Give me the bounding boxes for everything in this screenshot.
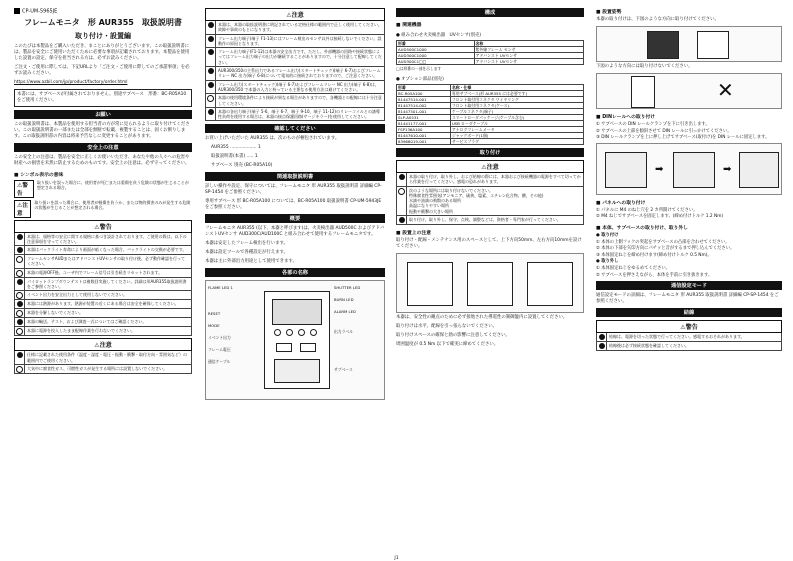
intro-text: このたびは本製品をご購入いただき、まことにありがとうございます。この取扱説明書には、製品を安全にご使用いただくために必要な事項が記載されております。本製品を使用した設置の設定、保守を担当される方は、必ずお読みください。 bbox=[14, 43, 190, 61]
table-row: 81447501-001 ケーブルコネクタ(端子) bbox=[397, 109, 584, 115]
request-text: この取扱説明書は、本製品を使用する担当者の方が常に見られるように取り付けてください。この取扱説明書の一部または全部を無断で転載、複製することは、固くお断りします。この取扱説明書の内容は将来予告なしに変更することがあります。 bbox=[14, 121, 190, 139]
confirm-text: お買い上げいただいた AUR355 は、次のものが梱包されています。 bbox=[205, 136, 340, 142]
part-label: MODE bbox=[208, 323, 220, 329]
mandatory-icon bbox=[208, 82, 214, 88]
table-row: 81447514-002 フロント取付用コネクタ(ケース) bbox=[397, 103, 584, 109]
overview-bullet: 本器は安定したフレーム検出を行います。 bbox=[205, 241, 288, 247]
panel-step: ① パネルに M4 のねじ穴を 2 カ所開けてください。 bbox=[596, 207, 698, 213]
orientation-ng-diagram bbox=[596, 73, 782, 109]
din-step: ① サブベースの DIN レールクランプを下に引き出します。 bbox=[596, 122, 710, 127]
part-label: ALARM LED bbox=[334, 309, 356, 315]
install-heading: 取り付け bbox=[396, 148, 584, 157]
mandatory-icon bbox=[208, 36, 214, 42]
table-row: 83968019-001 サービスプラグ bbox=[397, 139, 584, 145]
warning-item: イベント出力を安全出力として使用しないでください。 bbox=[14, 291, 192, 300]
overview-bullet: 本器は設定ツールで各種設定が行えます。 bbox=[205, 250, 288, 256]
table-row: FSP136A100 アナログフレームメータ bbox=[397, 127, 584, 133]
orientation-ok-diagram bbox=[596, 26, 782, 62]
column-2 bbox=[205, 8, 385, 553]
caution-label: ⚠注意 bbox=[14, 200, 31, 218]
attach-step: ③ 本体固定ねじを締め付けます(締め付けトルク 0.5 Nm)。 bbox=[596, 252, 712, 258]
prohibition-icon bbox=[207, 95, 214, 102]
caution-legend bbox=[14, 200, 192, 218]
prohibition-icon bbox=[16, 256, 23, 263]
warning-item: 本器はバックライト寿命により画面が暗くなった場合、バックライトの交換が必要です。 bbox=[14, 246, 192, 255]
table-row: SLP-AS531 スマートローダパッケージ(ケーブル含む) bbox=[397, 115, 584, 121]
caution-box-heading: ⚠注意 bbox=[205, 8, 385, 21]
caution-definition: 取り扱いを誤った場合に、使用者が軽傷を負うか、または物的損害のみが発生する危険の状態が生じることが想定される場合。 bbox=[34, 199, 191, 210]
part-label: イベント出力 bbox=[208, 335, 231, 341]
caution-item: 大気中に腐食性ガス、可燃性ガスが発生する場所には設置しないでください。 bbox=[14, 365, 192, 374]
azbil-logo-icon bbox=[14, 8, 20, 14]
caution-item: 本器の各出力端子(端子 5-6、端子 6-7、端子 9-10、端子 11-12)のリレーコイルとの誘導性負荷を使用する場合は、本器の接点保護回路(サージキラー)を使用してください。 bbox=[205, 108, 385, 122]
arrow-right-icon: ➡ bbox=[655, 163, 664, 175]
table-row: 81447610-001 ジャックボード(1個) bbox=[397, 133, 584, 139]
caution-item: 次のような場所には取り付けないでください。 特殊腐食性雰囲気(アンモニア、硫黄、塩素、エチレン化合物、酸、その他) 水滴や油滴の飛散のある場所 高温になりやすい場所 振動や衝撃の大きい場所 bbox=[396, 187, 584, 216]
request-heading: お願い bbox=[14, 110, 192, 119]
doc-code: CP-UM-5965JE bbox=[14, 8, 192, 15]
place-item: 振動や衝撃の大きい場所 bbox=[409, 208, 453, 214]
mandatory-icon bbox=[17, 234, 23, 240]
combo-note: □は形番の一部を示します bbox=[396, 66, 442, 71]
warning-item: 結線は、電源を切った状態で行ってください。感電するおそれがあります。 bbox=[596, 333, 782, 342]
warning-definition: 取り扱いを誤った場合に、使用者が死亡または重傷を負う危険の状態が生じることが想定される場合。 bbox=[36, 179, 189, 190]
table-row: BC-R05A100 専用サブベース(形 AUR355 には必要です) bbox=[397, 91, 584, 97]
caution-box-heading: ⚠注意 bbox=[396, 160, 584, 173]
related-manuals-heading: 関連取扱説明書 bbox=[205, 172, 385, 181]
mandatory-icon bbox=[208, 68, 214, 74]
din-step: ② サブベースの上部を傾斜させて DIN レールに引っかけてください。 bbox=[596, 128, 732, 134]
mandatory-icon bbox=[17, 279, 23, 285]
subbase-shape bbox=[739, 152, 779, 188]
symbols-heading: ■ シンボル表示の意味 bbox=[14, 172, 64, 178]
device-outline bbox=[407, 262, 453, 306]
detach-step: ① 本体固定ねじをゆるめてください。 bbox=[596, 265, 670, 271]
caution-box-heading: ⚠注意 bbox=[14, 338, 192, 351]
device-outline bbox=[467, 262, 513, 306]
overview-heading: 概要 bbox=[205, 214, 385, 223]
panel-heading: ■ パネルへの取り付け bbox=[596, 200, 646, 206]
install-note: 周囲温度が 0.5 Nm 以下で確実に締めてください。 bbox=[396, 342, 499, 348]
din-step: ③ DIN レールクランプを上に押し上げてサブベース(取付け)を DIN レールに固定します。 bbox=[596, 135, 770, 141]
table-row: 81441177-001 USB ローダケーブル bbox=[397, 121, 584, 127]
confirm-item: サブベース 別売 (BC-R05A10) bbox=[211, 163, 273, 169]
device-shape bbox=[647, 31, 679, 59]
part-label: FLAME LED 1 bbox=[208, 285, 233, 291]
install-note: 取り付けは水平、配線を引っ張らないでください。 bbox=[396, 324, 497, 330]
warning-item: フレームセンサAUDまたはアドバンストUVセンサの取り付け後、必ず動作確認を行ってください。 bbox=[14, 255, 192, 269]
caution-item: 本器は、本器の取扱説明書に明記されている定格仕様の範囲内で正しく使用してください。故障や事故のもとになります。 bbox=[205, 21, 385, 35]
mandatory-icon bbox=[208, 49, 214, 55]
caution-item: 取り付け、取り外し、保守、点検、調整などは、資格者・専門家が行ってください。 bbox=[396, 216, 584, 225]
device-shape bbox=[697, 31, 729, 59]
confirm-item: AUR355 ................... 1 bbox=[211, 145, 261, 151]
mandatory-icon bbox=[208, 109, 214, 115]
safety-heading: 安全上の注意 bbox=[14, 143, 192, 152]
part-label: サブベース bbox=[334, 367, 353, 373]
parts-diagram bbox=[205, 280, 385, 400]
caution-item: 本器の取り付け、取り外し、および結線の際には、本器および接続機器の電源をすべて切ってから作業を行ってください。感電の恐れがあります。 bbox=[396, 173, 584, 187]
table-header: 形番 bbox=[397, 85, 451, 91]
warning-item: 本器には熱源があります。熱源が装置の近くにある場合は安全を確保してください。 bbox=[14, 300, 192, 309]
table-row: 81447514-001 フロント取付用コネクタ ワイヤリング bbox=[397, 97, 584, 103]
caution-triangle-icon: ⚠ bbox=[94, 342, 100, 350]
caution-item: フレーム出力(スタートチェック)(端子 6-7)およびフレームリレー NC 出力(端子 6-8)は、AUR300/350 で本器の入力と持っている主要なる使用方法は避けてください。 bbox=[205, 81, 385, 95]
device-shape bbox=[631, 76, 655, 108]
mode-button[interactable] bbox=[300, 343, 316, 352]
device-display bbox=[272, 299, 322, 325]
options-heading: ● オプション部品(別売) bbox=[396, 77, 444, 82]
reset-button[interactable] bbox=[276, 343, 292, 352]
prohibition-icon bbox=[16, 366, 23, 373]
din-heading: ■ DINレールへの取り付け bbox=[596, 115, 656, 120]
table-header: 名称・仕様 bbox=[450, 85, 583, 91]
order-url-link[interactable]: https://www.azbil.com/jp/product/factory/order.html bbox=[14, 79, 128, 85]
options-table bbox=[396, 84, 584, 145]
combo-heading: ● 組み合わせ火炎検出器 UVセンサ(別売) bbox=[396, 33, 482, 38]
caution-triangle-icon: ⚠ bbox=[17, 201, 23, 209]
warning-legend bbox=[14, 180, 192, 198]
warning-triangle-icon: ⚠ bbox=[680, 324, 686, 332]
mandatory-icon bbox=[17, 352, 23, 358]
warning-item: 本器の電源OFF後、ユーザ内でフレーム信号は引き続きリセットされます。 bbox=[14, 269, 192, 278]
prohibition-icon bbox=[16, 292, 23, 299]
warning-label: ⚠警告 bbox=[14, 180, 34, 198]
subbase-terminals bbox=[274, 359, 320, 383]
related-manual-item: 詳しい操作や設定、保守については、フレームモニタ 形 AUR355 取扱説明書 詳細編 CP-SP-1454 をご参照ください。 bbox=[205, 184, 382, 196]
manual-note-box: 本書には、サブベースが付属されておりません。別途サブベース 形番：BC-R05A10 をご使用ください。 bbox=[14, 89, 192, 107]
detach-step: ② サブベースを押さえながら、本体を手前に引き抜きます。 bbox=[596, 272, 713, 278]
device-outline bbox=[527, 262, 573, 306]
document-subtitle: 取り付け・設置編 bbox=[75, 31, 131, 40]
caution-triangle-icon: ⚠ bbox=[286, 12, 292, 19]
confirm-item: 取扱説明書(本書) ..... 1 bbox=[211, 154, 258, 160]
install-space-diagram bbox=[396, 253, 584, 313]
install-note: 本器は、安全性の観点のために必ず接地された導電性の制御盤内に設置してください。 bbox=[396, 315, 568, 321]
warning-triangle-icon: ⚠ bbox=[17, 181, 23, 189]
column-4 bbox=[596, 8, 782, 553]
place-item: 高温になりやすい場所 bbox=[409, 203, 449, 209]
parts-heading: 各部の名称 bbox=[205, 268, 385, 277]
warning-item: 本器は、規格等の安全に関する規格に基づき設計されております。ご使用の際は、以下の注意事項を守ってください。 bbox=[14, 233, 192, 247]
table-row: AUD300C1□□ アドバンスト UVセンサ bbox=[397, 59, 584, 65]
part-label: SHUTTER LED bbox=[334, 285, 361, 291]
document-title: フレームモニタ 形 AUR355 取扱説明書 bbox=[24, 17, 182, 27]
page-number: J1 bbox=[394, 556, 399, 561]
panel-step: ② M4 ねじでサブベースを固定します。(締め付けトルク 1.2 Nm) bbox=[596, 214, 724, 220]
din-diagram bbox=[596, 143, 782, 195]
ng-cross-icon: ✕ bbox=[717, 78, 734, 102]
safety-text: この安全上の注意は、製品を安全に正しくお使いいただき、あなたや他の人々への危害や財産への損害を未然に防止するためのものです。安全上の注意は、必ず守ってください。 bbox=[14, 154, 190, 166]
subbase-shape bbox=[605, 152, 647, 188]
place-item: 水滴や油滴の飛散のある場所 bbox=[409, 198, 461, 204]
warning-triangle-icon: ⚠ bbox=[94, 223, 100, 231]
install-note: 取り付けスペースの確保と熱の影響に注意してください。 bbox=[396, 333, 510, 339]
caution-item: フレーム出力端子(端子 F1-13)にはフレーム検出のセンサ以外は接続しないでください。誤動作の原因となります。 bbox=[205, 35, 385, 49]
caution-item: 仕様に記載された使用条件（温度・湿度・電圧・振動・衝撃・取付方向・雰囲気など）の範囲内でご使用ください。 bbox=[14, 351, 192, 365]
caution-item: AUR300/350の主系出力であるフレーム出力(スタートチェック)(端子 6-7)およびフレームリレー NC 出力(端子 6-8)について電気的に接続されておりますので、ご注意ください。 bbox=[205, 67, 385, 81]
related-devices-heading: ■ 関連機器 bbox=[396, 23, 422, 28]
mandatory-icon bbox=[399, 217, 405, 223]
attach-step: ② 本体の下部を矢印方向にパチッと音がするまで押し込んでください。 bbox=[596, 246, 735, 252]
intro-text-2: ご注文・ご使用に際しては、下記URLより「ご注文・ご使用に際してのご承諾事項」を必ずお読みください。 bbox=[14, 64, 190, 76]
orientation-text: 本器の取り付けは、下図のような方向に取り付けてください。 bbox=[596, 17, 719, 22]
comm-heading: 通信設定モード bbox=[596, 281, 782, 290]
table-header: 形番 bbox=[397, 41, 475, 47]
install-space-heading: ■ 設置上の注意 bbox=[396, 231, 431, 237]
prohibition-icon bbox=[16, 328, 23, 335]
arrow-right-icon: ➡ bbox=[723, 163, 732, 175]
warning-item: 本器に電源を投入したまま配線作業を行わないでください。 bbox=[14, 327, 192, 336]
orientation-text-2: 下図のような方向には取り付けないでください。 bbox=[596, 64, 693, 69]
prohibition-icon bbox=[16, 270, 23, 277]
mandatory-icon bbox=[208, 22, 214, 28]
prohibition-icon bbox=[398, 188, 405, 195]
mandatory-icon bbox=[399, 174, 405, 180]
warning-item: 結線後は必ず接続状態を確認してください。 bbox=[596, 342, 782, 351]
part-label: RESET bbox=[208, 311, 221, 317]
column-3 bbox=[396, 8, 584, 553]
caution-item: フレーム出力端子(F1-12)は本器の安全出力です。ただし、外部機器の回路や接続状態によってはフレーム出力端子の出力が継続することがありますので、十分注意して配線してください。 bbox=[205, 48, 385, 67]
caution-item: 本器の使用環境条件により接続が異なる場合がありますので、各機器との配線には十分注意してください。 bbox=[205, 94, 385, 108]
warning-item: パイロットランプダウンテストは複数回実施してください。詳細は形AUR355取扱説明書をご参照ください。 bbox=[14, 278, 192, 292]
attach-heading: ● 取り付け bbox=[596, 232, 619, 238]
prohibition-icon bbox=[16, 310, 23, 317]
warning-box-heading: ⚠警告 bbox=[14, 220, 192, 233]
table-row: AUD300C1000 アドバンスト UVセンサ bbox=[397, 53, 584, 59]
comm-text: 通信設定モードの詳細は、フレームモニタ 形 AUR355 取扱説明書 詳細編 CP-SP-1454 をご参照ください。 bbox=[596, 293, 779, 305]
overview-bullet: 本器は主に外部出力用途として使用できます。 bbox=[205, 259, 297, 265]
wiring-heading: 結線 bbox=[596, 308, 782, 317]
part-label: フレーム電圧 bbox=[208, 347, 231, 353]
orientation-heading: ■ 設置姿勢 bbox=[596, 10, 622, 15]
confirm-heading: 確認してください bbox=[205, 124, 385, 133]
warning-item: 本器の輸送、テスト、および調査一式についてはご確認ください。 bbox=[14, 318, 192, 327]
mandatory-icon bbox=[599, 343, 605, 349]
table-row: AUD500C1000 紫外線フレーム センサ bbox=[397, 47, 584, 53]
warning-box-heading: ⚠警告 bbox=[596, 320, 782, 333]
caution-triangle-icon: ⚠ bbox=[481, 164, 487, 171]
install-space-text: 取り付け・配線・メンテナンス用のスペースとして、上下方向50mm、左右方向10mmを設けてください。 bbox=[396, 238, 582, 250]
mandatory-icon bbox=[17, 301, 23, 307]
part-label: 出力ラベル bbox=[334, 329, 353, 335]
unit-heading: ■ 本体、サブベースの取り付け、取り外し bbox=[596, 225, 688, 231]
subbase-shape bbox=[673, 152, 715, 188]
combo-table bbox=[396, 40, 584, 65]
overview-text: フレームモニタ AUR355 (以下、本器と呼びます)は、火炎検出器 AUD500C およびアドバンストUVセンサ AUD300C/AUD100C と組み合わせて使用するフレームモニタです。 bbox=[205, 226, 385, 238]
column-1 bbox=[14, 8, 192, 553]
attach-step: ① 本体の上側フックの突起をサブベースの凸部を合わせてください。 bbox=[596, 239, 730, 245]
mandatory-icon bbox=[17, 247, 23, 253]
config-heading: 構成 bbox=[396, 8, 584, 17]
related-manual-item: 専用サブベース 形 BC-R05A100 については、BC-R05A100 取扱説明書 CP-UM-5943JE をご参照ください。 bbox=[205, 199, 382, 211]
place-item: 特殊腐食性雰囲気(アンモニア、硫黄、塩素、エチレン化合物、酸、その他) bbox=[409, 192, 544, 198]
detach-heading: ● 取り外し bbox=[596, 259, 619, 265]
part-label: 通信ケーブル bbox=[208, 359, 231, 365]
warning-item: 本器を分解しないでください。 bbox=[14, 309, 192, 318]
part-label: BURN LED bbox=[334, 297, 354, 303]
mandatory-icon bbox=[599, 334, 605, 340]
table-header: 名称 bbox=[474, 41, 583, 47]
mandatory-icon bbox=[17, 319, 23, 325]
